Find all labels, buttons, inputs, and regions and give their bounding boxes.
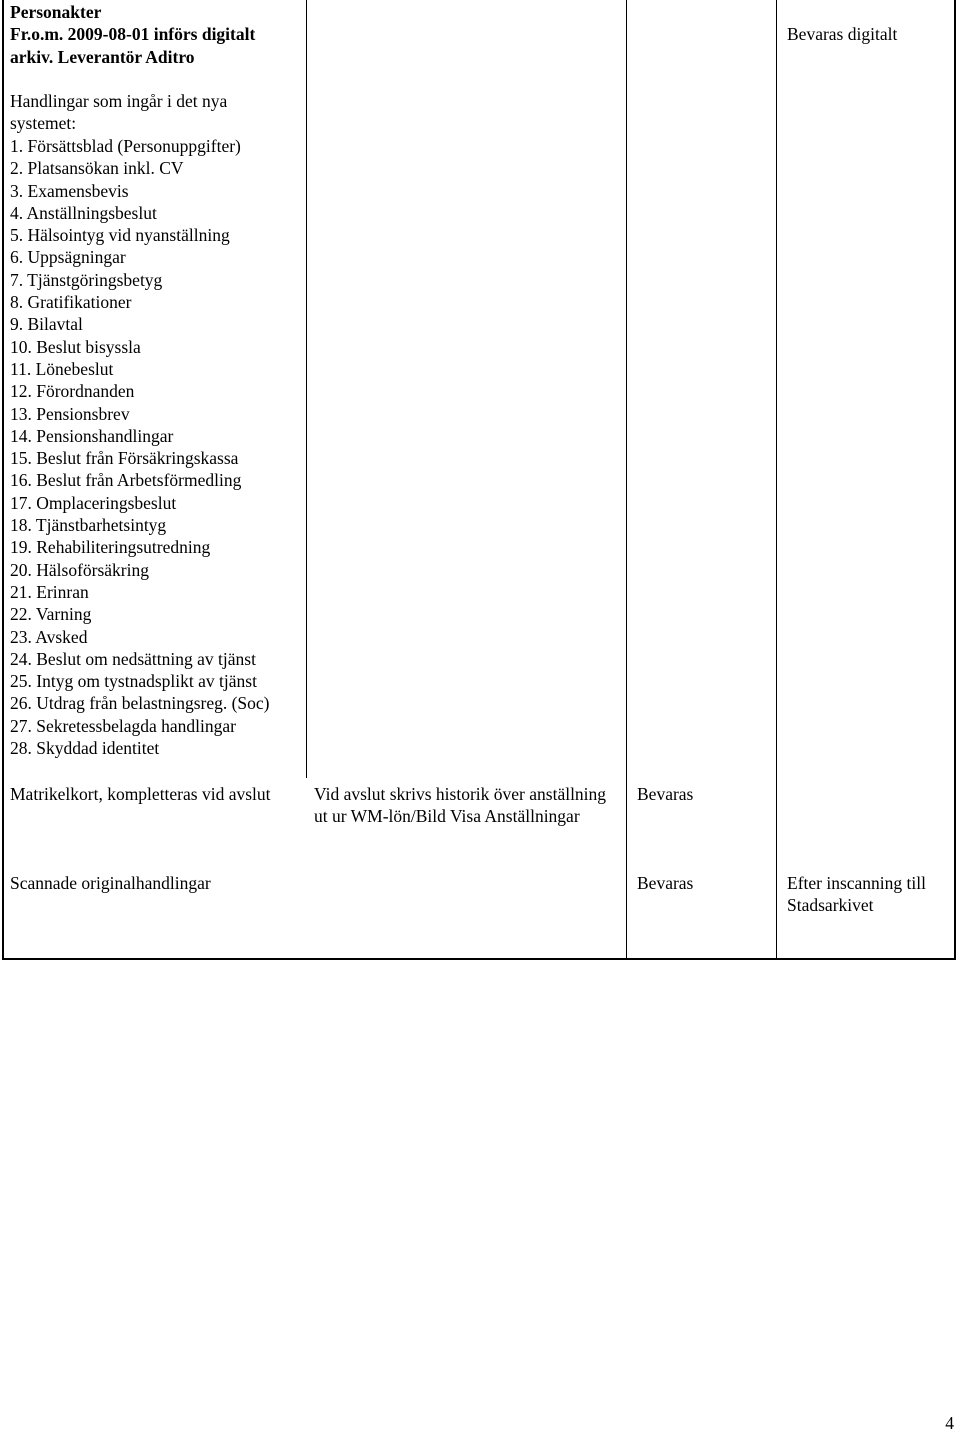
list-item: 17. Omplaceringsbeslut [10, 492, 177, 513]
list-item: 8. Gratifikationer [10, 292, 132, 313]
list-item: 19. Rehabiliteringsutredning [10, 537, 211, 558]
list-item: 2. Platsansökan inkl. CV [10, 158, 184, 179]
list-item: 10. Beslut bisyssla [10, 336, 141, 357]
column-divider [626, 0, 627, 958]
row-retention: Bevaras [637, 784, 694, 804]
row-remark: Efter inscanning till Stadsarkivet [787, 873, 926, 916]
section-subtitle: Fr.o.m. 2009-08-01 införs digitalt arkiv. Leverantör Aditro [10, 24, 256, 67]
column-divider [306, 0, 307, 778]
list-item: 22. Varning [10, 604, 92, 625]
list-item: 28. Skyddad identitet [10, 738, 160, 759]
list-item: 13. Pensionsbrev [10, 403, 130, 424]
list-item: 12. Förordnanden [10, 381, 135, 402]
list-item: 21. Erinran [10, 581, 89, 602]
list-item: 7. Tjänstgöringsbetyg [10, 269, 163, 290]
list-item: 16. Beslut från Arbetsförmedling [10, 470, 242, 491]
list-item: 14. Pensionshandlingar [10, 425, 174, 446]
documents-list [10, 135, 270, 759]
retention-digital: Bevaras digitalt [787, 24, 898, 44]
list-item: 6. Uppsägningar [10, 247, 126, 268]
row-retention: Bevaras [637, 873, 694, 893]
list-item: 24. Beslut om nedsättning av tjänst [10, 648, 256, 669]
row-note: Vid avslut skrivs historik över anställning ut ur WM-lön/Bild Visa Anställningar [314, 784, 607, 827]
list-item: 11. Lönebeslut [10, 358, 114, 379]
section-title: Personakter [10, 2, 102, 22]
column-divider [776, 0, 777, 958]
row-name: Matrikelkort, kompletteras vid avslut [10, 784, 271, 804]
list-item: 1. Försättsblad (Personuppgifter) [10, 136, 241, 156]
list-item: 9. Bilavtal [10, 314, 83, 335]
list-item: 23. Avsked [10, 626, 88, 647]
list-item: 20. Hälsoförsäkring [10, 559, 150, 580]
row-name: Scannade originalhandlingar [10, 873, 211, 893]
list-item: 25. Intyg om tystnadsplikt av tjänst [10, 671, 257, 692]
list-item: 5. Hälsointyg vid nyanställning [10, 225, 230, 246]
list-item: 26. Utdrag från belastningsreg. (Soc) [10, 693, 270, 714]
list-item: 3. Examensbevis [10, 180, 129, 201]
page-number: 4 [945, 1413, 954, 1433]
documents-intro: Handlingar som ingår i det nya systemet: [10, 91, 228, 134]
list-item: 27. Sekretessbelagda handlingar [10, 715, 236, 736]
list-item: 4. Anställningsbeslut [10, 202, 157, 223]
list-item: 15. Beslut från Försäkringskassa [10, 448, 239, 469]
list-item: 18. Tjänstbarhetsintyg [10, 515, 167, 536]
